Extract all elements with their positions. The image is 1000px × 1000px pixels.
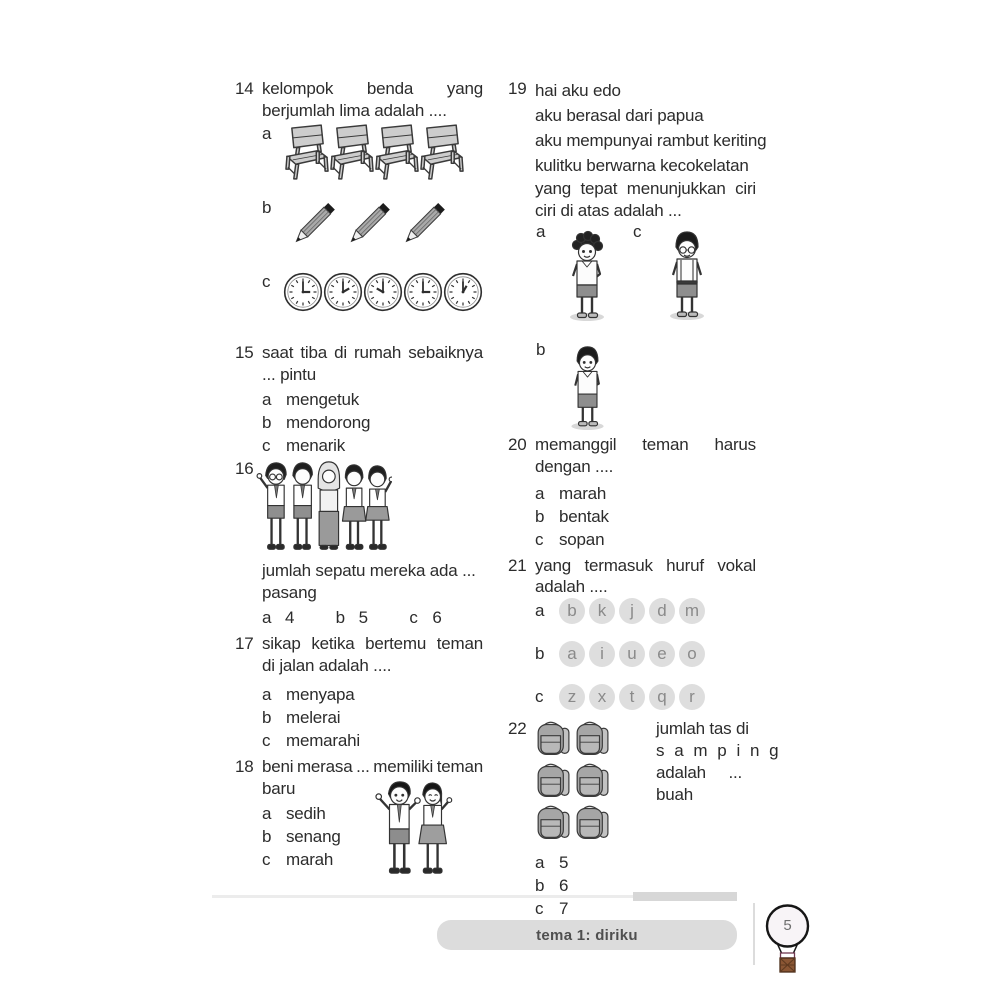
- option-c: [409, 606, 483, 629]
- question-text-line: adalah ...: [656, 763, 743, 782]
- chair-icon: [284, 124, 329, 181]
- option-letter: c: [262, 731, 271, 750]
- question-text-line: ciri di atas adalah ...: [535, 201, 682, 220]
- question-14: [235, 78, 483, 314]
- option-a: [262, 683, 483, 706]
- question-text-line: s a m p i n g: [656, 741, 782, 760]
- boy-straight-hair-illustration: [562, 340, 614, 434]
- question-21: [508, 555, 756, 710]
- option-letter: c: [409, 608, 418, 627]
- question-text-line: jumlah tas di: [656, 719, 749, 738]
- question-text-line: aku mempunyai rambut keriting: [535, 131, 767, 150]
- letter-circle: d: [649, 598, 675, 624]
- option-letter: b: [535, 644, 545, 663]
- option-text: mendorong: [286, 413, 371, 432]
- letter-row-b: [535, 641, 756, 667]
- option-a: [262, 124, 483, 186]
- letter-circle: a: [559, 641, 585, 667]
- boy-curly-hair-illustration: [560, 228, 615, 323]
- option-letter: a: [535, 601, 545, 620]
- option-text: 5: [559, 853, 569, 872]
- option-letter: b: [535, 507, 545, 526]
- options-a-c-row: [535, 222, 756, 322]
- letter-circle: j: [619, 598, 645, 624]
- option-text: 6: [432, 608, 442, 627]
- question-16: [235, 458, 483, 629]
- letter-circle: k: [589, 598, 615, 624]
- option-text: mengetuk: [286, 390, 360, 409]
- option-b: [336, 606, 410, 629]
- option-letter: b: [536, 340, 546, 359]
- option-letter: c: [535, 687, 544, 706]
- option-letter: c: [633, 222, 642, 241]
- question-text-line: jumlah sepatu mereka ada ...: [262, 561, 476, 580]
- footer-rule: [212, 895, 633, 898]
- question-17: [235, 633, 483, 752]
- chairs-illustration: [284, 124, 483, 181]
- option-text: 6: [559, 876, 569, 895]
- option-letter: c: [535, 899, 544, 918]
- option-c: [535, 528, 756, 551]
- backpacks-illustration: [535, 718, 650, 843]
- clock-icon: [443, 272, 483, 312]
- question-15: [235, 342, 483, 457]
- option-letter: a: [262, 804, 272, 823]
- clock-icon: [283, 272, 323, 312]
- letter-circle: u: [619, 641, 645, 667]
- letter-circle: b: [559, 598, 585, 624]
- question-text-line: kulitku berwarna kecokelatan: [535, 156, 749, 175]
- question-number: 22: [508, 719, 527, 738]
- letter-circle: q: [649, 684, 675, 710]
- question-number: 19: [508, 79, 527, 98]
- two-friends-illustration: [368, 778, 463, 881]
- letter-circle: e: [649, 641, 675, 667]
- right-column: [508, 70, 782, 920]
- theme-label: tema 1: diriku: [536, 926, 638, 944]
- option-letter: c: [535, 530, 544, 549]
- option-text: menyapa: [286, 685, 355, 704]
- option-c: [262, 729, 483, 752]
- option-a: [262, 606, 336, 629]
- pencils-illustration: [289, 198, 483, 254]
- chair-icon: [329, 124, 374, 181]
- clock-icon: [403, 272, 443, 312]
- letter-row-c: [535, 684, 756, 710]
- question-text-line: berjumlah lima adalah ....: [262, 101, 447, 120]
- option-letter: a: [536, 222, 546, 241]
- footer-rule-accent: [633, 892, 737, 901]
- question-text-line: baru: [262, 779, 296, 798]
- option-letter: b: [535, 876, 545, 895]
- backpack-icon: [574, 760, 612, 801]
- backpack-icon: [535, 760, 573, 801]
- option-a: [262, 388, 483, 411]
- option-a: [535, 482, 756, 505]
- options-inline-row: [262, 606, 483, 629]
- option-letter: a: [262, 124, 272, 143]
- page-number: 5: [783, 917, 792, 934]
- option-text: menarik: [286, 436, 346, 455]
- option-b: [535, 505, 756, 528]
- option-c: [262, 434, 483, 457]
- question-text-line: beni merasa ... memiliki teman: [262, 757, 483, 776]
- question-text-line: yang termasuk huruf vokal: [535, 556, 756, 575]
- option-text: 5: [358, 608, 369, 627]
- question-number: 14: [235, 79, 254, 98]
- chair-icon: [419, 124, 464, 181]
- pencil-icon: [344, 198, 397, 254]
- option-letter: a: [535, 853, 545, 872]
- option-letter: b: [262, 708, 272, 727]
- question-text-line: aku berasal dari papua: [535, 106, 704, 125]
- question-18: [235, 756, 483, 871]
- question-text-line: yang tepat menunjukkan ciri: [535, 179, 756, 198]
- question-number: 16: [235, 459, 254, 478]
- option-letter: b: [262, 827, 272, 846]
- question-text-line: memanggil teman harus: [535, 435, 756, 454]
- letter-circle: x: [589, 684, 615, 710]
- question-number: 17: [235, 634, 254, 653]
- question-text-line: kelompok benda yang: [262, 79, 483, 98]
- backpack-icon: [574, 802, 612, 843]
- question-number: 21: [508, 556, 527, 575]
- option-letter: a: [262, 685, 272, 704]
- question-text-line: buah: [656, 785, 694, 804]
- question-number: 20: [508, 435, 527, 454]
- option-text: senang: [286, 827, 341, 846]
- pencil-icon: [289, 198, 342, 254]
- question-side-text: [656, 718, 782, 843]
- clock-icon: [323, 272, 363, 312]
- question-20: [508, 434, 756, 551]
- option-letter: c: [262, 272, 271, 291]
- option-text: bentak: [559, 507, 609, 526]
- question-text-line: saat tiba di rumah sebaiknya: [262, 343, 483, 362]
- option-letter: b: [335, 608, 346, 627]
- students-group-illustration: [256, 458, 483, 560]
- chair-icon: [374, 124, 419, 181]
- option-letter: b: [262, 198, 272, 217]
- letter-circle: z: [559, 684, 585, 710]
- backpack-icon: [535, 718, 573, 759]
- question-text-line: hai aku edo: [535, 81, 621, 100]
- balloon-icon: [764, 902, 811, 978]
- backpack-icon: [574, 718, 612, 759]
- option-b: [262, 411, 483, 434]
- clock-icon: [363, 272, 403, 312]
- letter-circle: m: [679, 598, 705, 624]
- letter-circle: o: [679, 641, 705, 667]
- option-letter: a: [262, 608, 272, 627]
- option-text: 4: [285, 608, 295, 627]
- question-text-line: dengan ....: [535, 457, 614, 476]
- option-c: [262, 272, 483, 314]
- question-text-line: sikap ketika bertemu teman: [262, 634, 483, 653]
- option-text: marah: [286, 850, 334, 869]
- option-b: [262, 706, 483, 729]
- question-text-line: di jalan adalah ....: [262, 656, 392, 675]
- letter-circle: t: [619, 684, 645, 710]
- option-letter: c: [262, 436, 271, 455]
- left-column: [235, 70, 483, 871]
- footer-divider: [753, 903, 755, 965]
- backpack-icon: [535, 802, 573, 843]
- letter-circle: i: [589, 641, 615, 667]
- option-b-row: [535, 340, 756, 434]
- question-text-line: pasang: [262, 583, 317, 602]
- question-text-line: ... pintu: [262, 365, 316, 384]
- option-text: marah: [559, 484, 607, 503]
- option-text: melerai: [286, 708, 341, 727]
- clocks-illustration: [283, 272, 483, 312]
- option-letter: c: [262, 850, 271, 869]
- option-text: sedih: [286, 804, 326, 823]
- boy-glasses-illustration: [660, 225, 715, 322]
- question-number: 18: [235, 757, 254, 776]
- option-text: 7: [559, 899, 569, 918]
- option-letter: a: [262, 390, 272, 409]
- theme-label-pill: [437, 920, 737, 950]
- option-text: memarahi: [286, 731, 360, 750]
- option-text: sopan: [559, 530, 605, 549]
- letter-row-a: [535, 598, 756, 624]
- pencil-icon: [399, 198, 452, 254]
- option-letter: a: [535, 484, 545, 503]
- question-number: 15: [235, 343, 254, 362]
- option-a: [535, 851, 756, 874]
- option-b: [262, 198, 483, 256]
- letter-circle: r: [679, 684, 705, 710]
- question-19: [508, 78, 767, 434]
- question-text-line: adalah ....: [535, 577, 608, 596]
- question-22: [508, 718, 782, 920]
- option-letter: b: [262, 413, 272, 432]
